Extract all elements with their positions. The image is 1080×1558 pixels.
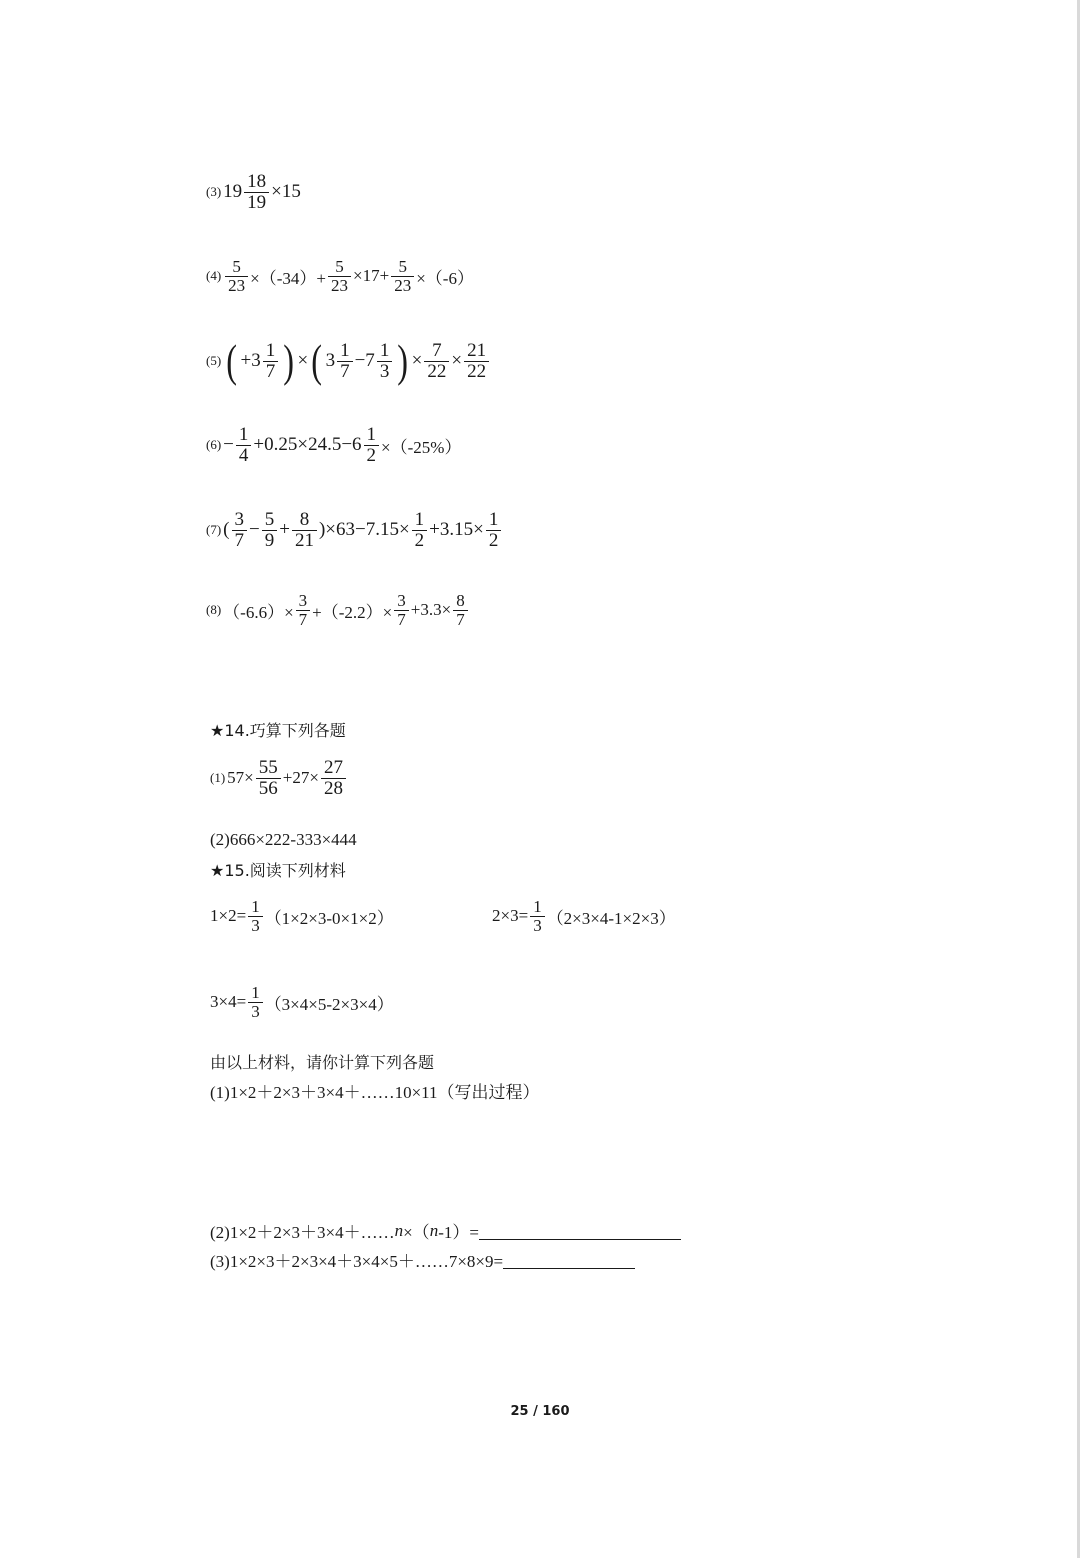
- page-number: 25 / 160: [510, 1404, 570, 1419]
- fraction: $\frac{8}{7}$: [453, 592, 468, 629]
- left-paren: (: [311, 335, 323, 386]
- fraction: $\frac{3}{7}$: [296, 592, 311, 629]
- fraction: $\frac{1}{7}$: [263, 341, 279, 382]
- term: ×（-34）+: [250, 268, 327, 288]
- term: ×: [297, 350, 309, 371]
- variable-n: n: [429, 1220, 439, 1240]
- fraction: $\frac{1}{4}$: [236, 425, 252, 466]
- question-15-title: ★15.阅读下列材料: [210, 861, 346, 880]
- term: (2)1×2＋2×3＋3×4＋……: [210, 1223, 395, 1242]
- fraction: $\frac{1}{7}$: [337, 341, 353, 382]
- problem-13-3: [206, 172, 301, 213]
- term: (3)1×2×3＋2×3×4＋3×4×5＋……7×8×9=: [210, 1252, 504, 1271]
- fraction: $\frac{1}{3}$: [530, 898, 545, 935]
- term: 57×: [227, 768, 254, 788]
- question-15-2: [210, 1218, 681, 1243]
- term: 2×3=: [492, 906, 529, 926]
- term: −: [249, 519, 260, 541]
- question-15-intro: 由以上材料，请你计算下列各题: [210, 1053, 435, 1072]
- term: ×17+: [353, 266, 390, 286]
- term: 1×2=: [210, 906, 247, 926]
- label: (3): [206, 184, 222, 200]
- problem-13-8: [206, 592, 470, 629]
- question-14-2: (2)666×222-333×444: [210, 830, 357, 849]
- right-paren: ): [397, 335, 409, 386]
- fraction: $\frac{1}{3}$: [377, 341, 393, 382]
- label: (4): [206, 268, 222, 284]
- term: −7: [354, 350, 375, 371]
- answer-blank[interactable]: [479, 1221, 681, 1240]
- whole: 19: [223, 181, 243, 203]
- fraction: $\frac{1}{3}$: [248, 898, 263, 935]
- material-2: [492, 898, 676, 935]
- term: ×: [451, 350, 463, 371]
- fraction: $\frac{8}{21}$: [292, 510, 317, 551]
- question-15-3: [210, 1247, 635, 1272]
- question-14-1: [210, 758, 348, 799]
- label: (7): [206, 522, 222, 538]
- question-15-1: (1)1×2＋2×3＋3×4＋……10×11（写出过程）: [210, 1083, 540, 1102]
- fraction: $\frac{1}{3}$: [248, 984, 263, 1021]
- term: +3: [240, 350, 261, 371]
- variable-n: n: [394, 1220, 404, 1240]
- term: （1×2×3-0×1×2）: [264, 908, 394, 928]
- term: +0.25×24.5−6: [253, 434, 362, 456]
- term: )×63−7.15×: [318, 519, 410, 541]
- term: ×（-25%）: [381, 437, 462, 457]
- term: ×（: [403, 1223, 430, 1242]
- tail: ×15: [271, 181, 301, 203]
- left-paren: (: [226, 335, 238, 386]
- label: (8): [206, 602, 222, 618]
- question-14-title: ★14.巧算下列各题: [210, 721, 346, 740]
- fraction: $\frac{1}{2}$: [412, 510, 428, 551]
- fraction: $\frac{18}{19}$: [244, 172, 269, 213]
- answer-blank[interactable]: [503, 1250, 635, 1269]
- term: （3×4×5-2×3×4）: [264, 994, 394, 1014]
- term: -1）=: [438, 1223, 479, 1242]
- fraction: $\frac{1}{2}$: [364, 425, 380, 466]
- term: −: [223, 434, 234, 456]
- material-1: [210, 898, 394, 935]
- label: (1): [210, 770, 226, 786]
- fraction: $\frac{1}{2}$: [486, 510, 502, 551]
- label: (5): [206, 353, 222, 368]
- term: ×（-6）: [416, 268, 474, 288]
- term: +3.15×: [429, 519, 484, 541]
- fraction: $\frac{3}{7}$: [232, 510, 248, 551]
- fraction: $\frac{21}{22}$: [464, 341, 489, 382]
- fraction: $\frac{3}{7}$: [394, 592, 409, 629]
- term: +27×: [282, 768, 319, 788]
- term: +（-2.2）×: [312, 602, 393, 622]
- problem-13-7: [206, 510, 503, 551]
- term: ×: [411, 350, 423, 371]
- term: (: [223, 519, 230, 541]
- fraction: $\frac{27}{28}$: [321, 758, 346, 799]
- term: +3.3×: [410, 600, 452, 620]
- fraction: $\frac{5}{9}$: [262, 510, 278, 551]
- term: 3×4=: [210, 992, 247, 1012]
- term: （2×3×4-1×2×3）: [546, 908, 676, 928]
- term: （-6.6）×: [223, 602, 294, 622]
- problem-13-5: [206, 335, 491, 386]
- fraction: $\frac{5}{23}$: [328, 258, 351, 295]
- term: 3: [325, 350, 336, 371]
- fraction: $\frac{7}{22}$: [424, 341, 449, 382]
- problem-13-6: [206, 425, 461, 466]
- fraction: $\frac{5}{23}$: [225, 258, 248, 295]
- fraction: $\frac{5}{23}$: [391, 258, 414, 295]
- material-3: [210, 984, 394, 1021]
- label: (6): [206, 437, 222, 453]
- problem-13-4: [206, 258, 474, 295]
- term: +: [279, 519, 290, 541]
- fraction: $\frac{55}{56}$: [256, 758, 281, 799]
- right-paren: ): [283, 335, 295, 386]
